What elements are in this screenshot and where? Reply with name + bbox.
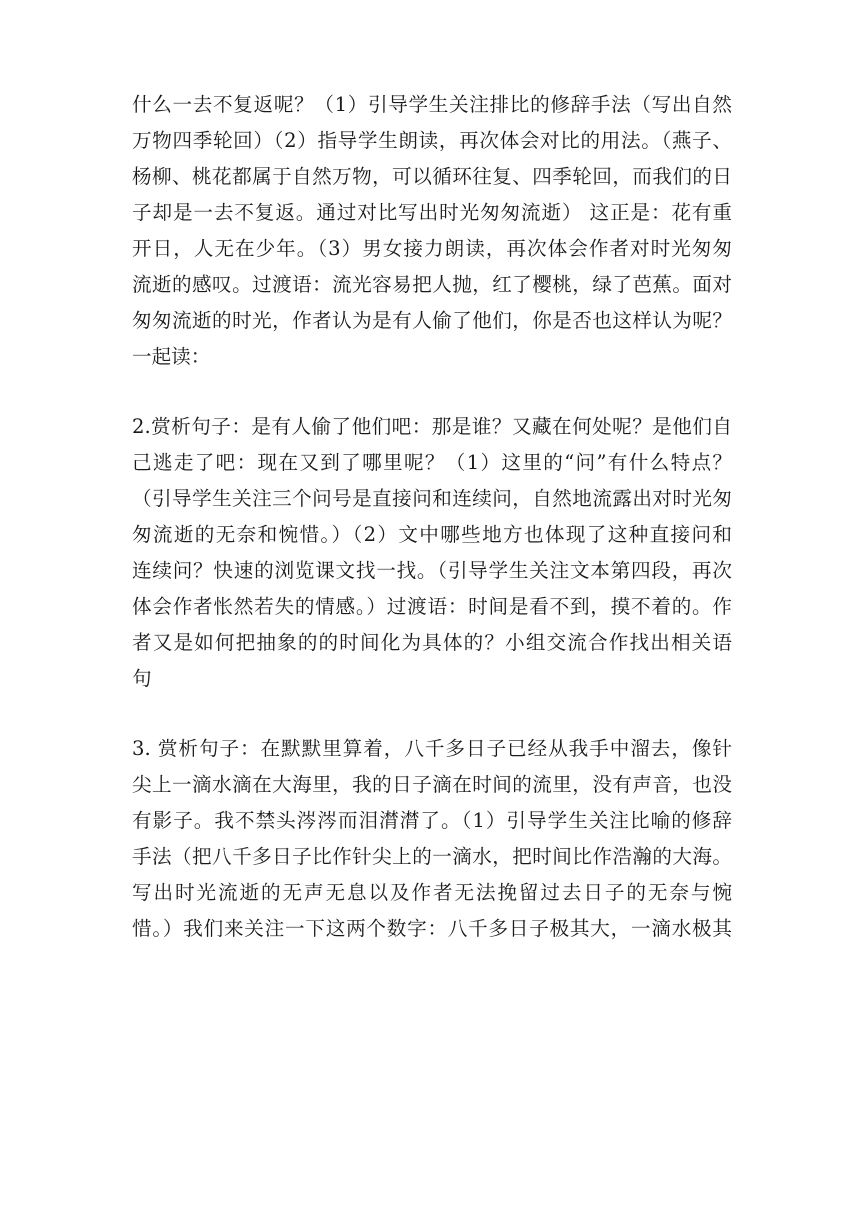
paragraph-1 bbox=[132, 87, 732, 375]
text-line: 流逝的感叹。过渡语：流光容易把人抛，红了樱桃，绿了芭蕉。面对 bbox=[132, 273, 732, 296]
text-line: 己逃走了吧：现在又到了哪里呢？（1）这里的“问”有什么特点？ bbox=[132, 451, 732, 474]
text-line: 开日，人无在少年。（3）男女接力朗读，再次体会作者对时光匆匆 bbox=[132, 237, 732, 260]
text-line: 什么一去不复返呢？（1）引导学生关注排比的修辞手法（写出自然 bbox=[132, 93, 732, 116]
text-line: （引导学生关注三个问号是直接问和连续问，自然地流露出对时光匆 bbox=[132, 487, 732, 510]
paragraph-gap bbox=[132, 697, 732, 731]
text-line: 万物四季轮回）（2）指导学生朗读，再次体会对比的用法。（燕子、 bbox=[132, 129, 732, 152]
text-line: 匆流逝的无奈和惋惜。）（2）文中哪些地方也体现了这种直接问和 bbox=[132, 523, 732, 546]
text-line: 写出时光流逝的无声无息以及作者无法挽留过去日子的无奈与惋 bbox=[132, 881, 732, 904]
document-body bbox=[132, 87, 732, 947]
text-line: 3. 赏析句子：在默默里算着，八千多日子已经从我手中溜去，像针 bbox=[132, 737, 732, 760]
text-line: 句 bbox=[132, 667, 152, 690]
text-line: 杨柳、桃花都属于自然万物，可以循环往复、四季轮回，而我们的日 bbox=[132, 165, 732, 188]
text-line: 有影子。我不禁头涔涔而泪潸潸了。（1）引导学生关注比喻的修辞 bbox=[132, 809, 732, 832]
paragraph-2 bbox=[132, 409, 732, 697]
text-line: 惜。）我们来关注一下这两个数字：八千多日子极其大，一滴水极其 bbox=[132, 917, 732, 940]
text-line: 者又是如何把抽象的的时间化为具体的？小组交流合作找出相关语 bbox=[132, 631, 732, 654]
paragraph-gap bbox=[132, 375, 732, 409]
text-line: 尖上一滴水滴在大海里，我的日子滴在时间的流里，没有声音，也没 bbox=[132, 773, 732, 796]
text-line: 匆匆流逝的时光，作者认为是有人偷了他们，你是否也这样认为呢？ bbox=[132, 309, 732, 332]
text-line: 连续问？快速的浏览课文找一找。（引导学生关注文本第四段，再次 bbox=[132, 559, 732, 582]
paragraph-3 bbox=[132, 731, 732, 947]
text-line: 体会作者怅然若失的情感。）过渡语：时间是看不到，摸不着的。作 bbox=[132, 595, 732, 618]
text-line: 子却是一去不复返。通过对比写出时光匆匆流逝） 这正是：花有重 bbox=[132, 201, 732, 224]
text-line: 手法（把八千多日子比作针尖上的一滴水，把时间比作浩瀚的大海。 bbox=[132, 845, 732, 868]
text-line: 一起读： bbox=[132, 345, 211, 368]
text-line: 2.赏析句子：是有人偷了他们吧：那是谁？又藏在何处呢？是他们自 bbox=[132, 415, 732, 438]
